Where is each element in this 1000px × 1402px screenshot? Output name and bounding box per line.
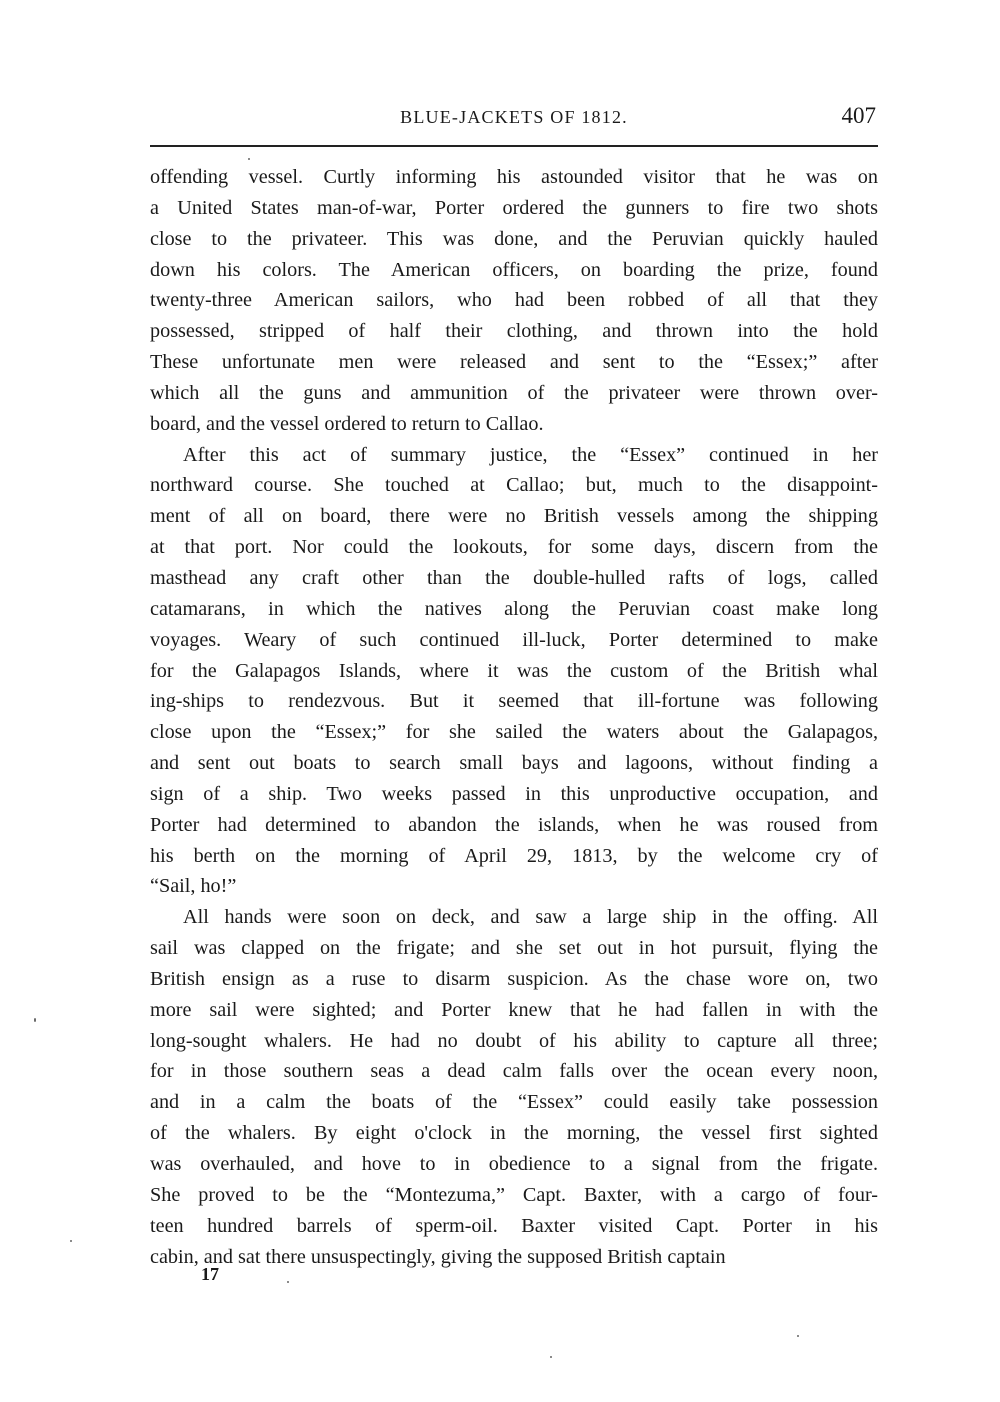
scan-speck — [550, 1356, 552, 1358]
text-line: sign of a ship. Two weeks passed in this unproductive occupation, and — [150, 782, 878, 805]
scan-speck — [70, 1240, 72, 1242]
text-line: ment of all on board, there were no British vessels among the shipping — [150, 505, 878, 528]
text-line: for in those southern seas a dead calm falls over the ocean every noon, — [150, 1060, 878, 1083]
text-line: Porter had determined to abandon the islands, when he was roused from — [150, 813, 878, 836]
scan-speck — [34, 1018, 36, 1022]
text-line: northward course. She touched at Callao; but, much to the disappoint- — [150, 474, 878, 497]
text-line: ing-ships to rendezvous. But it seemed that ill-fortune was following — [150, 690, 878, 713]
text-line: and sent out boats to search small bays and lagoons, without finding a — [150, 752, 878, 775]
text-line: cabin, and sat there unsuspectingly, giving the supposed British captain — [150, 1245, 726, 1268]
scan-speck — [287, 1281, 289, 1283]
header-rule — [150, 145, 878, 147]
text-line: She proved to be the “Montezuma,” Capt. Baxter, with a cargo of four- — [150, 1183, 878, 1206]
text-line: close to the privateer. This was done, and the Peruvian quickly hauled — [150, 227, 878, 250]
running-title: BLUE-JACKETS OF 1812. — [400, 107, 628, 127]
page-number: 407 — [841, 103, 876, 128]
text-line: which all the guns and ammunition of the privateer were thrown over- — [150, 381, 878, 404]
text-line: After this act of summary justice, the “Essex” continued in her — [183, 443, 878, 466]
text-line: masthead any craft other than the double-hulled rafts of logs, called — [150, 566, 878, 589]
text-line: These unfortunate men were released and sent to the “Essex;” after — [150, 351, 878, 374]
text-line: more sail were sighted; and Porter knew that he had fallen in with the — [150, 998, 878, 1021]
signature-mark: 17 — [201, 1264, 219, 1284]
text-line: of the whalers. By eight o'clock in the morning, the vessel first sighted — [150, 1122, 878, 1145]
text-line: twenty-three American sailors, who had been robbed of all that they — [150, 289, 878, 312]
text-line: at that port. Nor could the lookouts, for some days, discern from the — [150, 536, 878, 559]
text-line: his berth on the morning of April 29, 1813, by the welcome cry of — [150, 844, 878, 867]
text-line: offending vessel. Curtly informing his astounded visitor that he was on — [150, 166, 878, 188]
text-line: teen hundred barrels of sperm-oil. Baxter visited Capt. Porter in his — [150, 1214, 878, 1237]
text-line: voyages. Weary of such continued ill-luck, Porter determined to make — [150, 628, 878, 651]
text-line: catamarans, in which the natives along the Peruvian coast make long — [150, 597, 878, 620]
scan-speck — [248, 158, 250, 160]
text-line: and in a calm the boats of the “Essex” could easily take possession — [150, 1091, 878, 1114]
text-line: “Sail, ho!” — [150, 875, 237, 898]
text-line: long-sought whalers. He had no doubt of his ability to capture all three; — [150, 1029, 878, 1052]
text-line: All hands were soon on deck, and saw a large ship in the offing. All — [183, 906, 878, 929]
scan-speck — [797, 1335, 799, 1337]
running-head — [150, 103, 878, 135]
text-line: possessed, stripped of half their clothing, and thrown into the hold — [150, 320, 878, 343]
text-line: close upon the “Essex;” for she sailed the waters about the Galapagos, — [150, 721, 878, 744]
text-line: British ensign as a ruse to disarm suspicion. As the chase wore on, two — [150, 967, 878, 990]
text-line: a United States man-of-war, Porter ordered the gunners to fire two shots — [150, 196, 878, 219]
text-line: for the Galapagos Islands, where it was the custom of the British whal — [150, 659, 878, 682]
body-text — [150, 162, 878, 1272]
text-line: sail was clapped on the frigate; and she set out in hot pursuit, flying the — [150, 937, 878, 960]
text-line: down his colors. The American officers, on boarding the prize, found — [150, 258, 878, 281]
text-line: board, and the vessel ordered to return to Callao. — [150, 412, 544, 435]
text-line: was overhauled, and hove to in obedience to a signal from the frigate. — [150, 1153, 878, 1175]
